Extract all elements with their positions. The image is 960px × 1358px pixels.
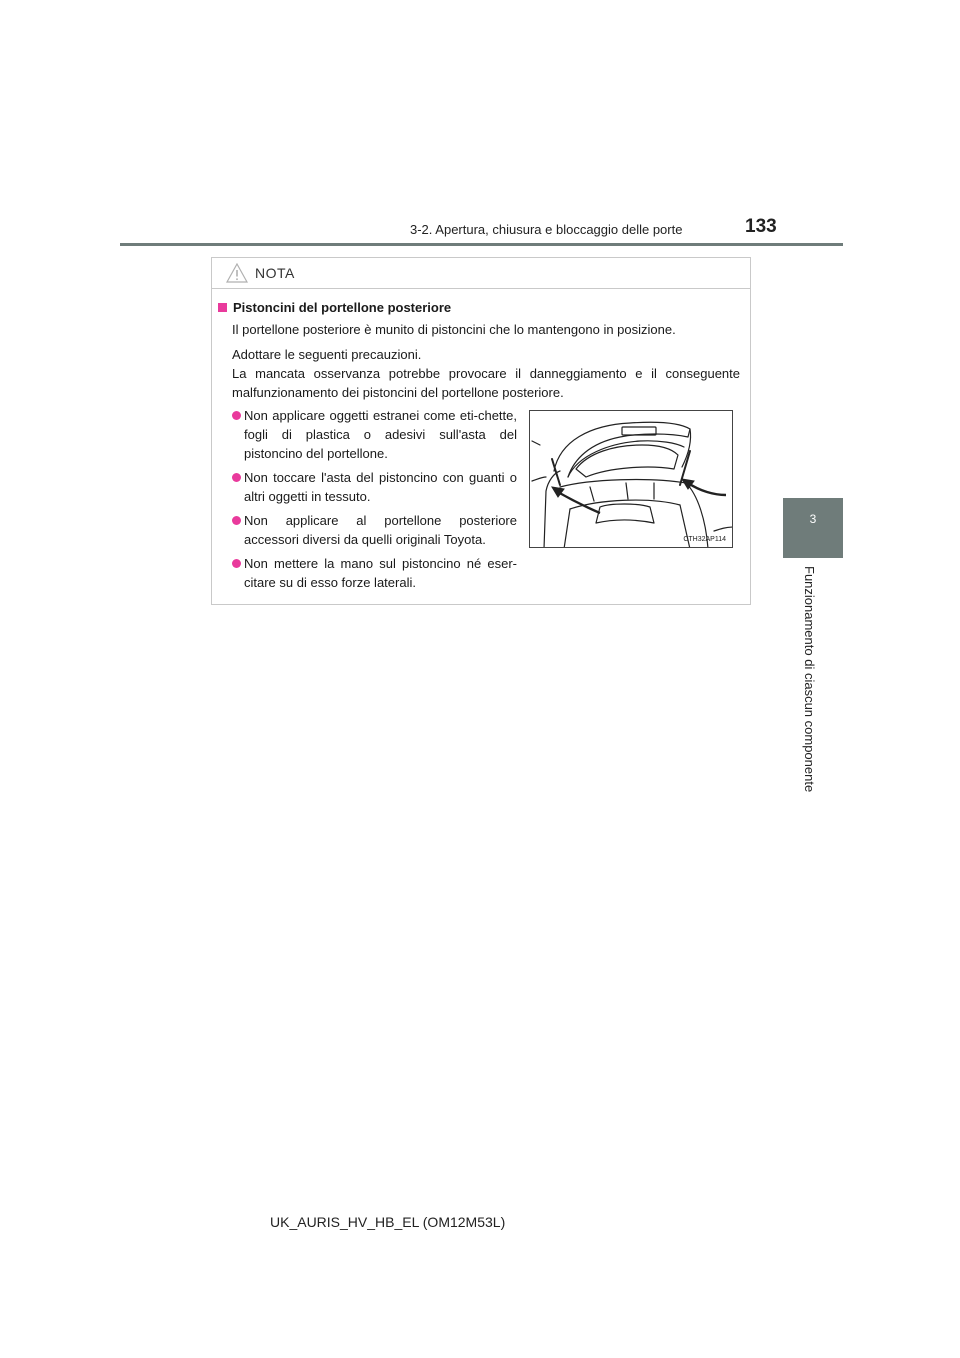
chapter-label: Funzionamento di ciascun componente <box>802 566 817 793</box>
note-box <box>211 257 751 605</box>
round-bullet-icon <box>232 473 241 482</box>
section-title: 3-2. Apertura, chiusura e bloccaggio delle porte <box>410 222 683 237</box>
square-bullet-icon <box>218 303 227 312</box>
chapter-number: 3 <box>809 512 817 526</box>
model-code: UK_AURIS_HV_HB_EL (OM12M53L) <box>270 1214 506 1230</box>
header-rule <box>120 243 843 246</box>
section-heading-text: Pistoncini del portellone posteriore <box>233 300 452 315</box>
round-bullet-icon <box>232 559 241 568</box>
page-number: 133 <box>745 216 777 237</box>
list-item: Non toccare l'asta del pistoncino con guanti o altri oggetti in tessuto. <box>232 468 517 506</box>
tailgate-illustration <box>529 410 733 548</box>
note-header <box>212 258 750 289</box>
round-bullet-icon <box>232 516 241 525</box>
paragraph: Adottare le seguenti precauzioni. <box>232 347 422 362</box>
list-item: Non mettere la mano sul pistoncino né eser-citare su di esso forze laterali. <box>232 554 517 592</box>
list-item: Non applicare al portellone posteriore accessori diversi da quelli originali Toyota. <box>232 511 517 549</box>
list-item: Non applicare oggetti estranei come eti-chette, fogli di plastica o adesivi sull'asta del pistoncino del portellone. <box>232 406 517 463</box>
figure-code: CTH32AP114 <box>683 536 726 543</box>
note-title: NOTA <box>255 265 295 281</box>
paragraph: La mancata osservanza potrebbe provocare il danneggiamento e il conseguente malfunzionamento dei pistoncini del portellone posteriore. <box>232 366 740 400</box>
round-bullet-icon <box>232 411 241 420</box>
paragraph: Il portellone posteriore è munito di pistoncini che lo mantengono in posizione. <box>232 322 676 337</box>
section-heading <box>218 300 451 315</box>
precaution-list <box>232 406 517 597</box>
chapter-tab[interactable] <box>783 498 843 558</box>
warning-icon <box>226 263 248 283</box>
tailgate-drawing <box>530 411 733 548</box>
